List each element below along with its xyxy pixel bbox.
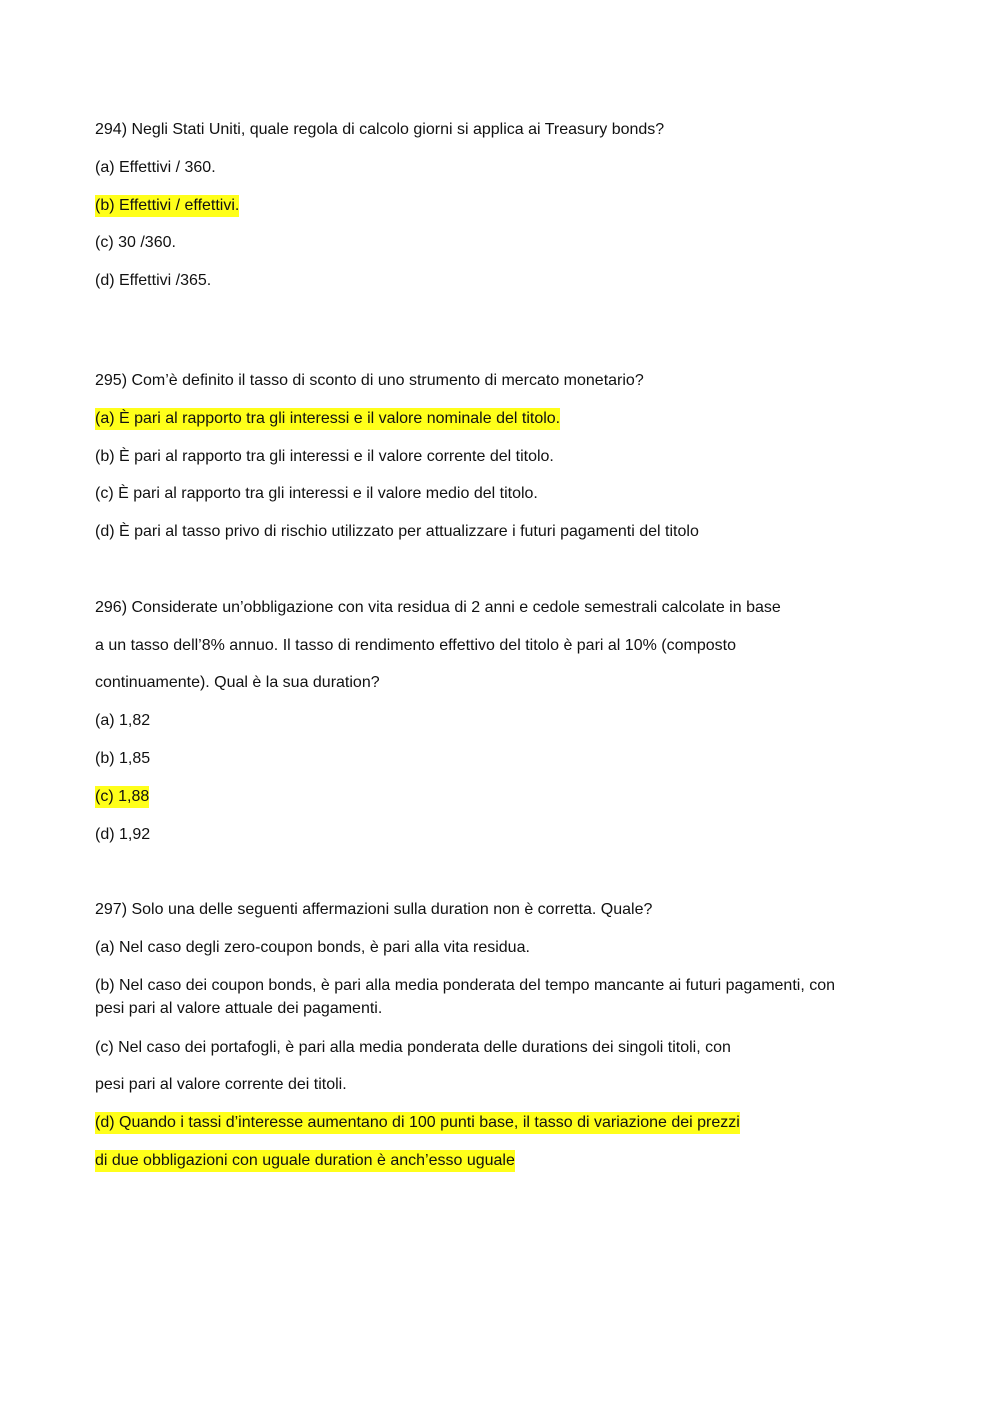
q296-option-d: (d) 1,92 [95,826,151,843]
q296-option-c-highlighted: (c) 1,88 [95,786,149,808]
q297-option-a: (a) Nel caso degli zero-coupon bonds, è pari alla vita residua. [95,939,530,956]
q295-option-a-highlighted: (a) È pari al rapporto tra gli interessi e il valore nominale del titolo. [95,408,560,430]
q294-option-a: (a) Effettivi / 360. [95,159,216,176]
q294-option-c: (c) 30 /360. [95,234,176,251]
q297-option-c-line1: (c) Nel caso dei portafogli, è pari alla media ponderata delle durations dei singoli titoli, con [95,1039,731,1056]
q297-option-c-line2: pesi pari al valore corrente dei titoli. [95,1076,347,1093]
q296-question-line3: continuamente). Qual è la sua duration? [95,674,380,691]
q295-option-d: (d) È pari al tasso privo di rischio utilizzato per attualizzare i futuri pagamenti del titolo [95,523,699,540]
q295-question: 295) Com’è definito il tasso di sconto di uno strumento di mercato monetario? [95,372,644,389]
q295-option-c: (c) È pari al rapporto tra gli interessi e il valore medio del titolo. [95,485,538,502]
q294-question: 294) Negli Stati Uniti, quale regola di calcolo giorni si applica ai Treasury bonds? [95,121,665,138]
q297-question: 297) Solo una delle seguenti affermazioni sulla duration non è corretta. Quale? [95,901,653,918]
q297-option-b-line2: pesi pari al valore attuale dei pagamenti. [95,1000,383,1017]
q296-question-line2: a un tasso dell’8% annuo. Il tasso di rendimento effettivo del titolo è pari al 10% (composto [95,637,736,654]
q297-option-d-line2-highlighted: di due obbligazioni con uguale duration è anch’esso uguale [95,1150,515,1172]
q297-option-d-line1-highlighted: (d) Quando i tassi d’interesse aumentano di 100 punti base, il tasso di variazione dei prezzi [95,1112,740,1134]
q295-option-b: (b) È pari al rapporto tra gli interessi e il valore corrente del titolo. [95,448,554,465]
q297-option-b-line1: (b) Nel caso dei coupon bonds, è pari alla media ponderata del tempo mancante ai futuri pagamenti, con [95,977,836,994]
q296-question-line1: 296) Considerate un’obbligazione con vita residua di 2 anni e cedole semestrali calcolate in base [95,599,781,616]
q294-option-d: (d) Effettivi /365. [95,272,212,289]
q296-option-b: (b) 1,85 [95,750,151,767]
q294-option-b-highlighted: (b) Effettivi / effettivi. [95,195,239,217]
q296-option-a: (a) 1,82 [95,712,151,729]
